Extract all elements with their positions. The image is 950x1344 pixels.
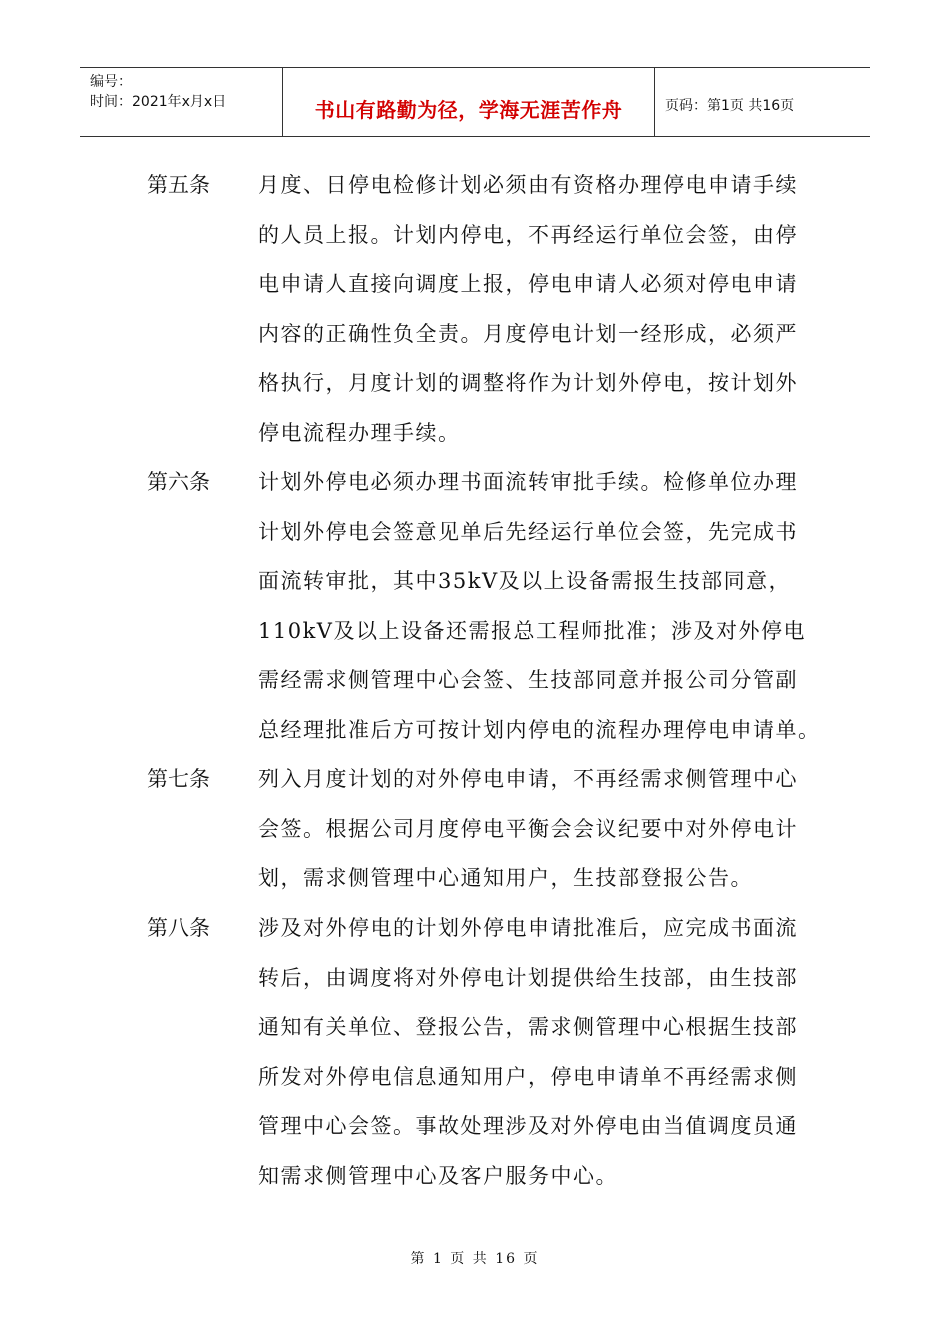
header-page-cell xyxy=(655,68,870,136)
article-text-line: 所发对外停电信息通知用户，停电申请单不再经需求侧 xyxy=(258,1065,798,1089)
article-text-line: 划，需求侧管理中心通知用户，生技部登报公告。 xyxy=(258,866,753,890)
article-text-line: 的人员上报。计划内停电，不再经运行单位会签，由停 xyxy=(258,223,798,247)
article-number: 第七条 xyxy=(147,767,210,791)
article-text-line: 面流转审批，其中35kV及以上设备需报生技部同意， xyxy=(258,569,792,593)
page-header xyxy=(80,67,870,137)
article-number: 第八条 xyxy=(147,916,210,940)
article-number: 第六条 xyxy=(147,470,210,494)
article-text-line: 会签。根据公司月度停电平衡会会议纪要中对外停电计 xyxy=(258,817,798,841)
article-text-line: 停电流程办理手续。 xyxy=(258,421,461,445)
article-text-line: 知需求侧管理中心及客户服务中心。 xyxy=(258,1164,618,1188)
header-motto-cell xyxy=(283,68,655,136)
article-text-line: 格执行，月度计划的调整将作为计划外停电，按计划外 xyxy=(258,371,798,395)
article-text-line: 月度、日停电检修计划必须由有资格办理停电申请手续 xyxy=(258,173,798,197)
document-date: 时间：2021年x月x日 xyxy=(90,94,227,110)
article-text-line: 转后，由调度将对外停电计划提供给生技部，由生技部 xyxy=(258,966,798,990)
document-number-label: 编号： xyxy=(90,74,132,90)
article-text-line: 计划外停电会签意见单后先经运行单位会签，先完成书 xyxy=(258,520,798,544)
article-text-line: 涉及对外停电的计划外停电申请批准后，应完成书面流 xyxy=(258,916,798,940)
article-text-line: 内容的正确性负全责。月度停电计划一经形成，必须严 xyxy=(258,322,798,346)
article-text-line: 需经需求侧管理中心会签、生技部同意并报公司分管副 xyxy=(258,668,798,692)
page-footer: 第 1 页 共 16 页 xyxy=(410,1251,540,1267)
article-text-line: 管理中心会签。事故处理涉及对外停电由当值调度员通 xyxy=(258,1114,798,1138)
article-text-line: 110kV及以上设备还需报总工程师批准；涉及对外停电 xyxy=(258,619,806,643)
article-text-line: 电申请人直接向调度上报，停电申请人必须对停电申请 xyxy=(258,272,798,296)
article-text-line: 列入月度计划的对外停电申请，不再经需求侧管理中心 xyxy=(258,767,798,791)
article-text-line: 计划外停电必须办理书面流转审批手续。检修单位办理 xyxy=(258,470,798,494)
header-meta xyxy=(80,68,283,136)
header-page-info: 页码：第1页 共16页 xyxy=(665,98,795,114)
article-number: 第五条 xyxy=(147,173,210,197)
header-motto: 书山有路勤为径，学海无涯苦作舟 xyxy=(314,98,623,122)
article-text-line: 总经理批准后方可按计划内停电的流程办理停电申请单。 xyxy=(258,718,821,742)
article-text-line: 通知有关单位、登报公告，需求侧管理中心根据生技部 xyxy=(258,1015,798,1039)
